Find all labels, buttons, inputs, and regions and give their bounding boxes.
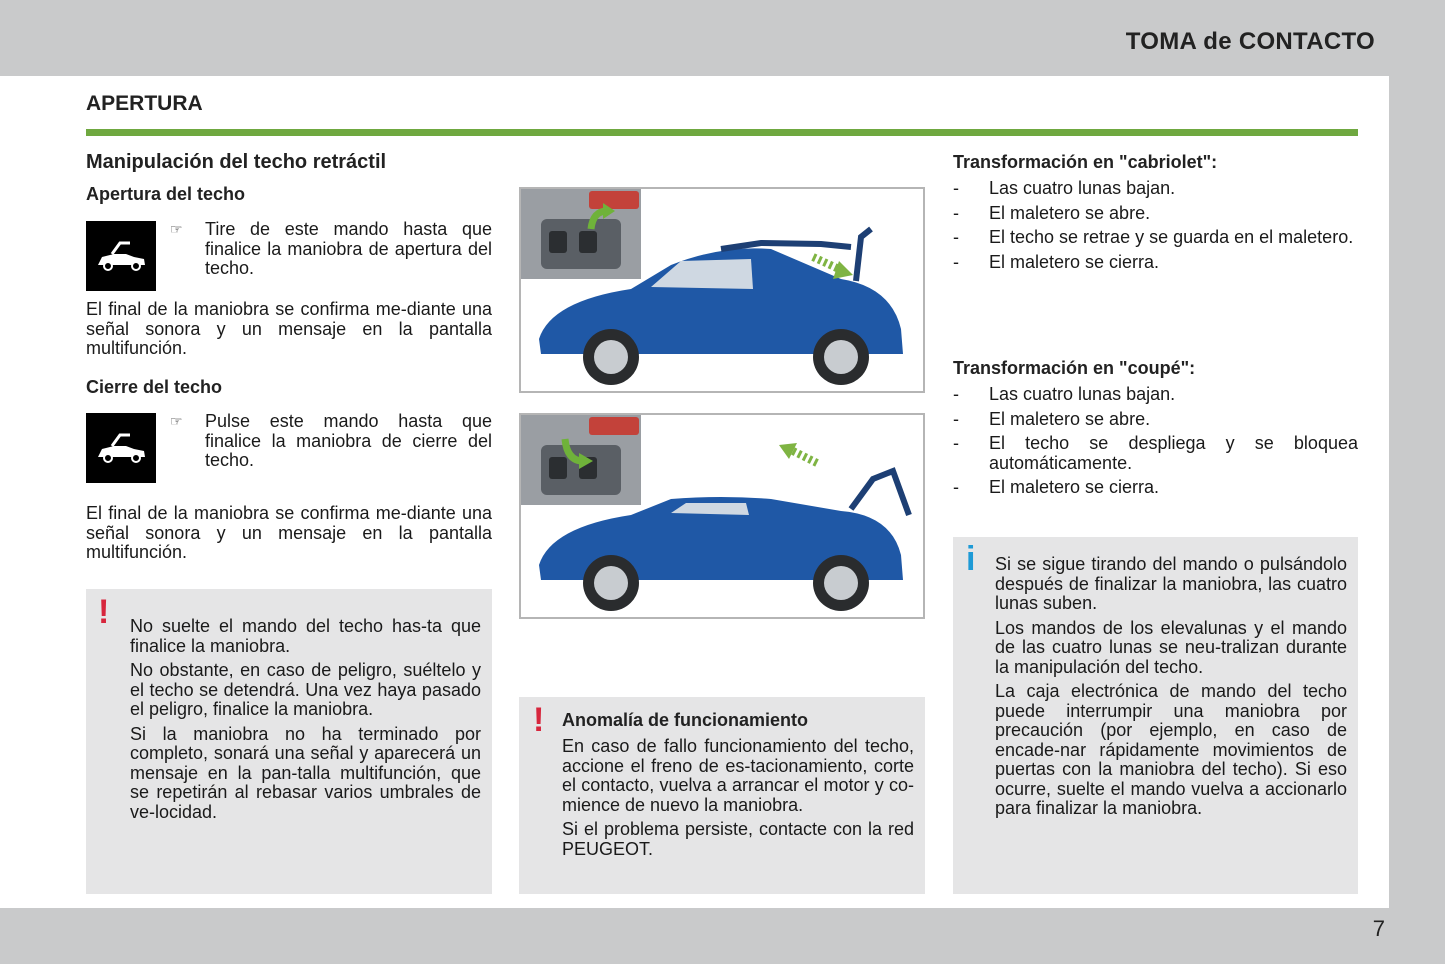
list-dash: - (953, 202, 959, 223)
info-paragraph: La caja electrónica de mando del techo puede interrumpir una maniobra por precaución (por ejemplo, en caso de encade-nar rápidamente movimientos de puertas con la maniobra del techo). Si eso ocurre, suelte el mando vuelva a accionarlo para finalizar la maniobra. (995, 681, 1347, 818)
opening-subtitle: Apertura del techo (86, 184, 246, 204)
section-title: TOMA de CONTACTO (1125, 28, 1375, 55)
malfunction-paragraph: Si el problema persiste, contacte con la red PEUGEOT. (562, 819, 914, 859)
page-heading: APERTURA (86, 92, 203, 115)
roof-opening-illustration (519, 187, 925, 393)
closing-instruction: Pulse este mando hasta que finalice la maniobra de cierre del techo. (205, 411, 492, 470)
list-item (953, 204, 1358, 224)
closing-confirmation: El final de la maniobra se confirma me-diante una señal sonora y un mensaje en la pantalla multifunción. (86, 503, 492, 562)
info-text (995, 555, 1347, 824)
list-dash: - (953, 227, 959, 247)
exclamation-icon: ! (533, 701, 545, 739)
main-title: Manipulación del techo retráctil (86, 151, 387, 173)
list-item-text: El maletero se cierra. (989, 251, 1160, 272)
pointing-hand-icon: ☞ (170, 221, 183, 237)
convertible-roof-icon (86, 221, 156, 291)
list-item-text: El maletero se cierra. (989, 477, 1160, 497)
malfunction-title: Anomalía de funcionamiento (562, 710, 809, 730)
warning-paragraph: Si la maniobra no ha terminado por completo, sonará una señal y aparecerá un mensaje en la pan-talla multifunción, que se repetirán al rebasar varios umbrales de ve-locidad. (130, 723, 481, 822)
list-item (953, 434, 1358, 473)
info-paragraph: Los mandos de los elevalunas y el mando de las cuatro lunas se neu-tralizan durante la manipulación del techo. (995, 617, 1347, 677)
list-item-text: El maletero se abre. (989, 408, 1151, 429)
list-item (953, 179, 1358, 199)
bottom-band (0, 908, 1445, 964)
warning-text (130, 617, 481, 827)
convertible-roof-icon (86, 413, 156, 483)
warning-paragraph: No suelte el mando del techo has-ta que finalice la maniobra. (130, 616, 481, 656)
list-item (953, 228, 1358, 248)
malfunction-text (562, 737, 914, 864)
warning-paragraph: No obstante, en caso de peligro, suéltelo y el techo se detendrá. Una vez haya pasado el peligro, finalice la maniobra. (130, 660, 481, 719)
coupe-steps (953, 385, 1358, 503)
list-item-text: Las cuatro lunas bajan. (989, 178, 1176, 198)
heading-divider (86, 129, 1358, 136)
list-dash: - (953, 408, 959, 429)
cabriolet-title: Transformación en "cabriolet": (953, 152, 1218, 172)
warning-box (86, 589, 492, 894)
exclamation-icon: ! (98, 593, 110, 631)
malfunction-box (519, 697, 925, 894)
opening-confirmation: El final de la maniobra se confirma me-diante una señal sonora y un mensaje en la pantalla multifunción. (86, 299, 492, 358)
closing-subtitle: Cierre del techo (86, 377, 223, 397)
list-item-text: El techo se despliega y se bloquea automáticamente. (989, 433, 1358, 473)
list-dash: - (953, 178, 959, 198)
right-margin-band (1389, 76, 1445, 908)
pointing-hand-icon: ☞ (170, 413, 183, 429)
info-box (953, 537, 1358, 894)
coupe-title: Transformación en "coupé": (953, 358, 1196, 378)
list-item-text: El maletero se abre. (989, 202, 1151, 223)
cabriolet-steps (953, 179, 1358, 277)
roof-closing-illustration (519, 413, 925, 619)
list-dash: - (953, 477, 959, 497)
list-item-text: Las cuatro lunas bajan. (989, 384, 1176, 404)
info-icon: i (966, 540, 976, 578)
page-number: 7 (1372, 916, 1385, 941)
list-dash: - (953, 433, 959, 453)
list-dash: - (953, 384, 959, 404)
list-item (953, 410, 1358, 430)
list-item (953, 478, 1358, 498)
list-item (953, 385, 1358, 405)
list-dash: - (953, 251, 959, 272)
list-item-text: El techo se retrae y se guarda en el maletero. (989, 227, 1354, 247)
list-item (953, 253, 1358, 273)
info-paragraph: Si se sigue tirando del mando o pulsándolo después de finalizar la maniobra, las cuatro lunas suben. (995, 554, 1347, 613)
opening-instruction: Tire de este mando hasta que finalice la maniobra de apertura del techo. (205, 219, 492, 278)
malfunction-paragraph: En caso de fallo funcionamiento del techo, accione el freno de es-tacionamiento, corte el contacto, vuelva a arrancar el motor y co-mience de nuevo la maniobra. (562, 736, 914, 815)
